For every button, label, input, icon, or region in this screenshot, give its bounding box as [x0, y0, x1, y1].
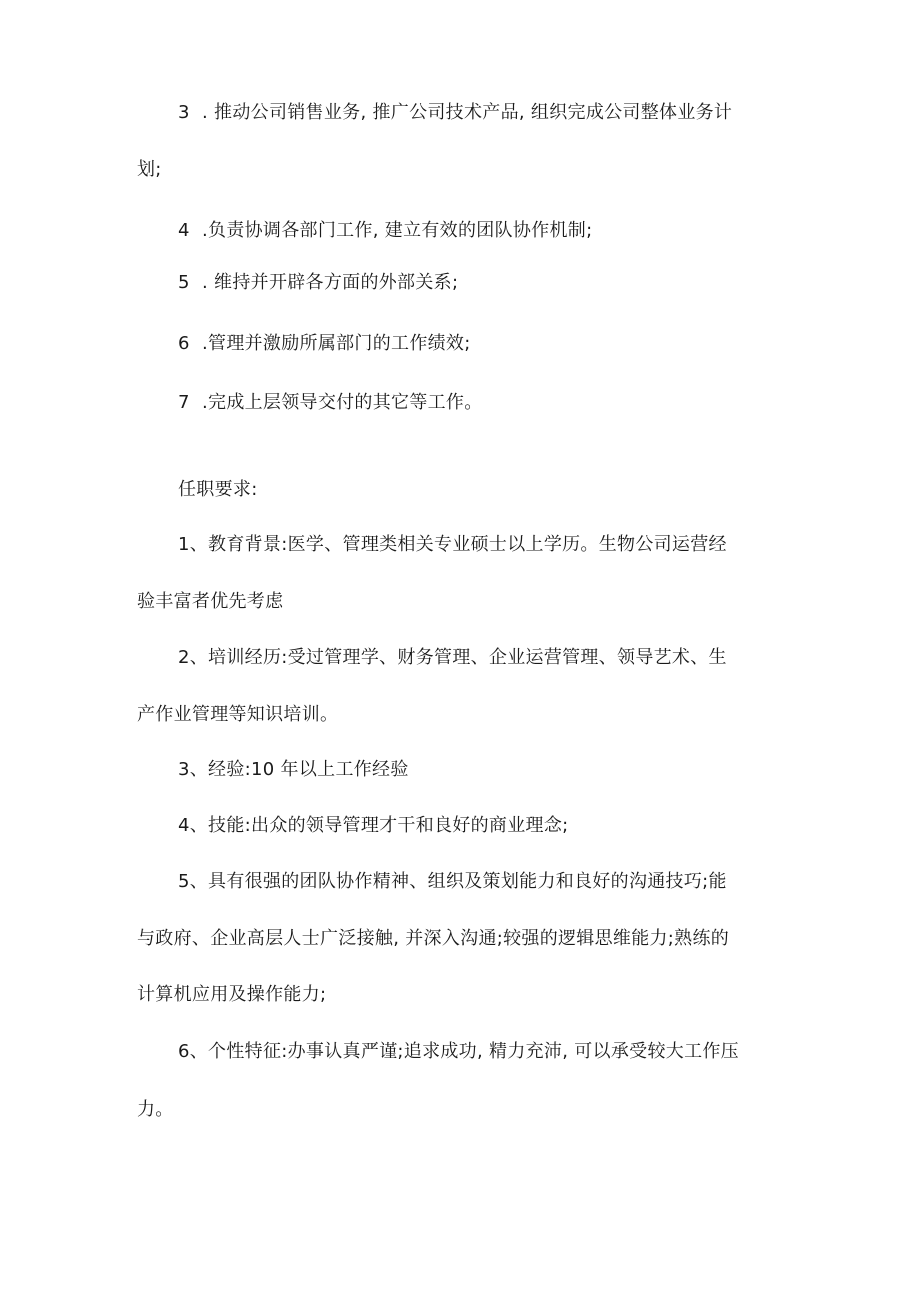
requirement-item-5-continued: 与政府、企业高层人士广泛接触, 并深入沟通;较强的逻辑思维能力;熟练的 — [137, 928, 730, 949]
duty-item-6 — [178, 332, 471, 356]
duty-number: 3 — [178, 102, 190, 123]
requirement-item-6-continued: 力。 — [137, 1099, 174, 1120]
requirement-item-5: 5、具有很强的团队协作精神、组织及策划能力和良好的沟通技巧;能 — [178, 871, 727, 892]
duty-item-4 — [178, 219, 592, 243]
duty-item-3-continued: 划; — [137, 159, 162, 180]
requirements-heading: 任职要求: — [178, 479, 258, 500]
duty-item-3 — [178, 101, 732, 125]
duty-item-5 — [178, 271, 458, 295]
requirement-item-4: 4、技能:出众的领导管理才干和良好的商业理念; — [178, 815, 569, 836]
duty-number: 4 — [178, 220, 190, 241]
requirement-item-2-continued: 产作业管理等知识培训。 — [137, 704, 339, 725]
duty-text: . 推动公司销售业务, 推广公司技术产品, 组织完成公司整体业务计 — [202, 102, 733, 123]
requirement-item-3: 3、经验:10 年以上工作经验 — [178, 759, 409, 780]
duty-number: 7 — [178, 392, 190, 413]
requirement-item-2: 2、培训经历:受过管理学、财务管理、企业运营管理、领导艺术、生 — [178, 647, 727, 668]
requirement-item-1-continued: 验丰富者优先考虑 — [137, 591, 284, 612]
duty-text: . 维持并开辟各方面的外部关系; — [202, 272, 459, 293]
duty-number: 5 — [178, 272, 190, 293]
requirement-item-6: 6、个性特征:办事认真严谨;追求成功, 精力充沛, 可以承受较大工作压 — [178, 1041, 739, 1062]
duty-item-7 — [178, 391, 483, 415]
requirement-item-5-continued-2: 计算机应用及操作能力; — [137, 984, 327, 1005]
duty-text: .负责协调各部门工作, 建立有效的团队协作机制; — [202, 220, 593, 241]
duty-text: .管理并激励所属部门的工作绩效; — [202, 333, 471, 354]
duty-text: .完成上层领导交付的其它等工作。 — [202, 392, 483, 413]
requirement-item-1: 1、教育背景:医学、管理类相关专业硕士以上学历。生物公司运营经 — [178, 534, 727, 555]
duty-number: 6 — [178, 333, 190, 354]
